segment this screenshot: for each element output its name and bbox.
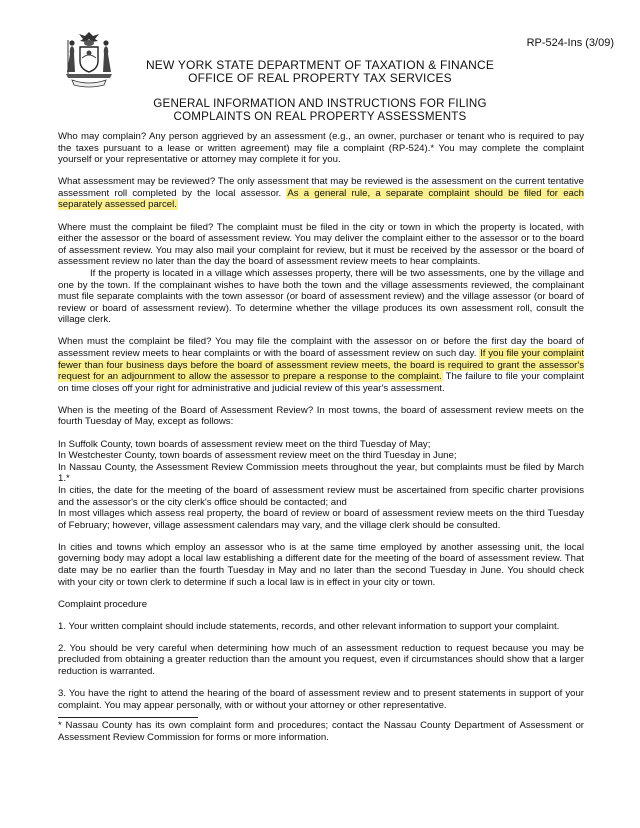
meeting-exceptions-list: [58, 439, 584, 532]
agency-name: NEW YORK STATE DEPARTMENT OF TAXATION & FINANCE: [145, 58, 495, 72]
footnote-divider: [58, 717, 198, 718]
procedure-step-3: 3. You have the right to attend the hearing of the board of assessment review and to present statements in support of your complaint. You may appear personally, with or without your attorney or other representative.: [58, 688, 584, 711]
complaint-procedure-heading: Complaint procedure: [58, 598, 148, 610]
instructions-body: [58, 131, 584, 754]
who-may-complain-paragraph: Who may complain? Any person aggrieved by an assessment (e.g., an owner, purchaser or tenant who is required to pay the taxes pursuant to a lease or written agreement) may file a complaint (RP-524).* You may complete the complaint yourself or your representative or attorney may complete it for you.: [58, 131, 584, 166]
office-name: OFFICE OF REAL PROPERTY TAX SERVICES: [188, 71, 452, 85]
when-filed-consequence: The failure to file your complaint on time closes off your right for administrative and judicial review of this year's assessment.: [58, 371, 585, 394]
board-meeting-paragraph: When is the meeting of the Board of Assessment Review? In most towns, the board of assessment review meets on the fourth Tuesday of May, except as follows:: [58, 404, 584, 428]
exception-westchester: In Westchester County, town boards of assessment review meet on the third Tuesday in June;: [58, 450, 457, 462]
when-filed-text: When must the complaint be filed? You may file the complaint with the assessor on or before the first day the board of assessment review meets to hear complaints or with the board of assessment review on such day.: [58, 336, 584, 359]
exception-nassau: In Nassau County, the Assessment Review Commission meets throughout the year, but complaints must be filed by March 1.*: [58, 461, 584, 485]
exception-suffolk: In Suffolk County, town boards of assessment review meet on the third Tuesday of May;: [58, 438, 431, 450]
what-reviewed-text: What assessment may be reviewed? The only assessment that may be reviewed is the assessment on the current tentative assessment roll completed by the local assessor.: [58, 176, 584, 199]
exception-villages: In most villages which assess real property, the board of review or board of assessment review meets on the third Tuesday of February; however, village assessment calendars may vary, and the village clerk should be consulted.: [58, 508, 584, 531]
exception-cities: In cities, the date for the meeting of the board of assessment review must be ascertained from specific charter provisions and the assessor's or the city clerk's office should be contacted; and: [58, 484, 584, 508]
procedure-step-1: 1. Your written complaint should include statements, records, and other relevant information to support your complaint.: [58, 620, 560, 632]
procedure-step-2: 2. You should be very careful when determining how much of an assessment reduction to request because you may be precluded from obtaining a greater reduction than the amount you request, even if circumstances should show that a larger reduction is warranted.: [58, 642, 584, 678]
what-reviewed-paragraph: [58, 176, 584, 211]
where-filed-paragraph: Where must the complaint be filed? The complaint must be filed in the city or town in which the property is located, with either the assessor or the board of assessment review. You may deliver the complaint either to the assessor or to the board of assessment review. You may also mail your complaint for review, but it must be received by the assessor or the board of assessment review no later than the day the board of assessment review meets to hear complaints.: [58, 221, 584, 268]
form-id: RP-524-Ins (3/09): [526, 37, 614, 49]
local-law-paragraph: In cities and towns which employ an assessor who is at the same time employed by another assessing unit, the local governing body may adopt a local law establishing a different date for the meeting of the board of assessment review. That date may be no earlier than the fourth Tuesday in May and no later than the second Tuesday in June. You should check with your city or town clerk to determine if such a local law is in effect in your city or town.: [58, 541, 584, 588]
village-assessment-paragraph: If the property is located in a village which assesses property, there will be two assessments, one by the village and one by the town. If the complainant wishes to have both the town and the village assessments reviewed, the complainant must file separate complaints with the town assessor (or board of assessment review) and the village assessor (or board of review or board of assessment review). To determine whether the village produces its own assessment roll, consult the village clerk.: [58, 267, 584, 326]
document-title-line-2: COMPLAINTS ON REAL PROPERTY ASSESSMENTS: [173, 110, 467, 123]
footnote-nassau: * Nassau County has its own complaint form and procedures; contact the Nassau County Department of Assessment or Assessment Review Commission for forms or more information.: [58, 720, 584, 743]
highlighted-separate-complaint-note: As a general rule, a separate complaint should be filed for each separately assessed parcel.: [58, 187, 584, 211]
when-filed-paragraph: [58, 336, 584, 394]
document-title-line-1: GENERAL INFORMATION AND INSTRUCTIONS FOR FILING: [153, 97, 487, 110]
highlighted-adjournment-note: If you file your complaint fewer than four business days before the board of assessment review meets, the board is required to grant the assessor's request for an adjournment to allow the assessor to prepare a response to the complaint.: [58, 348, 584, 383]
